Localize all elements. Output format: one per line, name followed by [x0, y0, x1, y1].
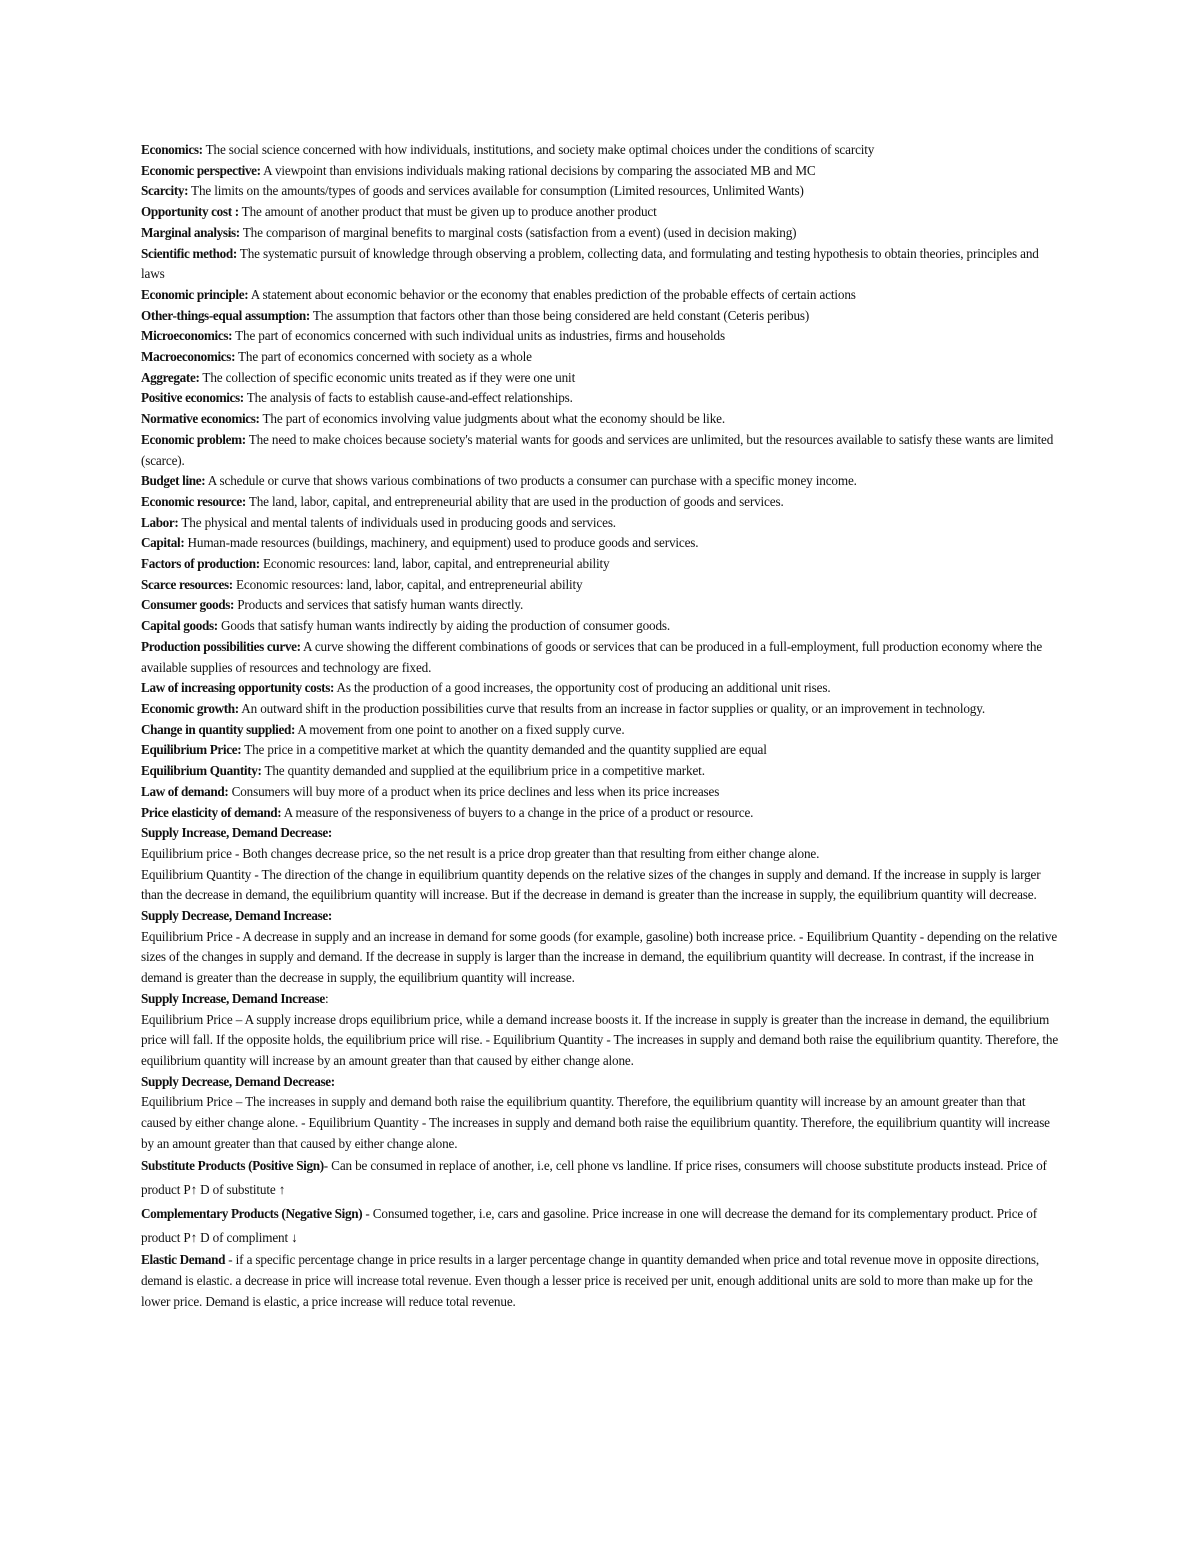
entry-economic-problem: [141, 430, 1059, 471]
paragraph-sidd-price: [141, 844, 1059, 865]
definition: The part of economics involving value judgments about what the economy should be like.: [259, 411, 725, 427]
definition: Equilibrium Price – A supply increase drops equilibrium price, while a demand increase boosts it. If the increase in supply is greater than the increase in demand, the equilibrium price will fall. If the opposite holds, the equilibrium price will rise. - Equilibrium Quantity - The increases in supply and demand both raise the equilibrium quantity. Therefore, the equilibrium quantity will increase by an amount greater than that caused by either change alone.: [141, 1011, 1059, 1068]
term: Microeconomics:: [141, 328, 233, 344]
definition: An outward shift in the production possibilities curve that results from an increase in factor supplies or quality, or an improvement in technology.: [238, 700, 985, 716]
definition: The systematic pursuit of knowledge through observing a problem, collecting data, and formulating and testing hypothesis to obtain theories, principles and laws: [141, 245, 1039, 282]
definition: - if a specific percentage change in price results in a larger percentage change in quantity demanded when price and total revenue move in opposite directions, demand is elastic. a decrease in price will increase total revenue. Even though a lesser price is received per unit, enough additional units are sold to more than make up for the lower price. Demand is elastic, a price increase will reduce total revenue.: [141, 1252, 1040, 1309]
entry-capital: [141, 533, 1059, 554]
definition: A statement about economic behavior or the economy that enables prediction of the probable effects of certain actions: [248, 286, 856, 302]
definition: The comparison of marginal benefits to marginal costs (satisfaction from a event) (used in decision making): [239, 224, 797, 240]
entry-economic-perspective: [141, 161, 1059, 182]
definition: Economic resources: land, labor, capital, and entrepreneurial ability: [232, 576, 583, 592]
definition: The part of economics concerned with society as a whole: [235, 349, 532, 365]
heading-supply-increase-demand-increase: [141, 989, 1059, 1010]
definition: Equilibrium Price – The increases in supply and demand both raise the equilibrium quantity. Therefore, the equilibrium quantity will increase by an amount greater than that caused by either change alone. - Equilibrium Quantity - The increases in supply and demand both raise the equilibrium quantity. Therefore, the equilibrium quantity will increase by an amount greater than that caused by either change alone.: [141, 1094, 1050, 1151]
term: Aggregate:: [141, 369, 200, 385]
entry-equilibrium-price: [141, 740, 1059, 761]
term: Production possibilities curve:: [141, 638, 301, 654]
entry-budget-line: [141, 471, 1059, 492]
entry-labor: [141, 513, 1059, 534]
definition: The price in a competitive market at which the quantity demanded and the quantity supplied are equal: [241, 742, 767, 758]
definition: :: [324, 990, 329, 1006]
term: Consumer goods:: [141, 597, 235, 613]
paragraph-sddd: [141, 1092, 1059, 1154]
term: Budget line:: [141, 473, 206, 489]
term: Opportunity cost :: [141, 204, 239, 220]
definition: The need to make choices because society's material wants for goods and services are unlimited, but the resources available to satisfy these wants are limited (scarce).: [141, 431, 1054, 468]
term: Labor:: [141, 514, 179, 530]
term: Supply Decrease, Demand Increase:: [141, 908, 332, 924]
entry-consumer-goods: [141, 595, 1059, 616]
entry-economic-growth: [141, 699, 1059, 720]
term: Supply Increase, Demand Decrease:: [141, 825, 332, 841]
term: Capital goods:: [141, 618, 218, 634]
definition: - Consumed together, i.e, cars and gasoline. Price increase in one will decrease the demand for its complementary product. Price of product P↑ D of compliment ↓: [141, 1206, 1037, 1246]
definition: Equilibrium Price - A decrease in supply and an increase in demand for some goods (for example, gasoline) both increase price. - Equilibrium Quantity - depending on the relative sizes of the changes in supply and demand. If the decrease in supply is larger than the increase in demand, the equilibrium quantity will decrease. In contrast, if the increase in demand is greater than the decrease in supply, the equilibrium quantity will increase.: [141, 928, 1058, 986]
paragraph-sidd-quantity: [141, 865, 1059, 906]
definition: - Can be consumed in replace of another, i.e, cell phone vs landline. If price rises, consumers will choose substitute products instead. Price of product P↑ D of substitute ↑: [141, 1158, 1047, 1198]
entry-scarcity: [141, 181, 1059, 202]
entry-factors-of-production: [141, 554, 1059, 575]
term: Other-things-equal assumption:: [141, 307, 310, 323]
definition: The part of economics concerned with such individual units as industries, firms and households: [232, 328, 725, 344]
term: Marginal analysis:: [141, 224, 240, 240]
term: Change in quantity supplied:: [141, 721, 296, 737]
definition: Goods that satisfy human wants indirectly by aiding the production of consumer goods.: [217, 618, 671, 634]
term: Equilibrium Quantity:: [141, 763, 262, 779]
definition: The analysis of facts to establish cause-and-effect relationships.: [243, 390, 573, 406]
term: Economic perspective:: [141, 162, 261, 178]
entry-economics: [141, 140, 1059, 161]
term: Scarcity:: [141, 183, 189, 199]
definition: The collection of specific economic units treated as if they were one unit: [199, 369, 576, 385]
entry-production-possibilities-curve: [141, 637, 1059, 678]
term: Positive economics:: [141, 390, 244, 406]
term: Economic problem:: [141, 431, 246, 447]
entry-price-elasticity-of-demand: [141, 803, 1059, 824]
definition: Economic resources: land, labor, capital, and entrepreneurial ability: [259, 556, 610, 572]
entry-law-of-demand: [141, 782, 1059, 803]
paragraph-sidi: [141, 1010, 1059, 1072]
heading-supply-decrease-demand-decrease: [141, 1072, 1059, 1093]
entry-equilibrium-quantity: [141, 761, 1059, 782]
definition: Equilibrium price - Both changes decrease price, so the net result is a price drop greater than that resulting from either change alone.: [141, 845, 820, 861]
definition: As the production of a good increases, the opportunity cost of producing an additional unit rises.: [334, 680, 831, 696]
term: Capital:: [141, 535, 185, 551]
term: Supply Increase, Demand Increase: [141, 990, 325, 1006]
definition: The limits on the amounts/types of goods and services available for consumption (Limited resources, Unlimited Wants): [188, 183, 804, 199]
term: Factors of production:: [141, 556, 260, 572]
paragraph-sddi: [141, 927, 1059, 989]
term: Supply Decrease, Demand Decrease:: [141, 1073, 335, 1089]
heading-supply-decrease-demand-increase: [141, 906, 1059, 927]
definition: A curve showing the different combinations of goods or services that can be produced in a full-employment, full production economy where the available supplies of resources and technology are fixed.: [141, 638, 1043, 675]
definition: The quantity demanded and supplied at the equilibrium price in a competitive market.: [261, 763, 705, 779]
term: Elastic Demand: [141, 1252, 226, 1268]
entry-scarce-resources: [141, 575, 1059, 596]
definition: A schedule or curve that shows various combinations of two products a consumer can purchase with a specific money income.: [205, 473, 857, 489]
definition: Human-made resources (buildings, machinery, and equipment) used to produce goods and services.: [184, 535, 699, 551]
entry-law-of-increasing-opportunity-costs: [141, 678, 1059, 699]
term: Equilibrium Price:: [141, 742, 242, 758]
entry-aggregate: [141, 368, 1059, 389]
entry-complementary-products: [141, 1202, 1059, 1250]
definition: Equilibrium Quantity - The direction of the change in equilibrium quantity depends on the relative sizes of the changes in supply and demand. If the increase in supply is larger than the decrease in demand, the equilibrium quantity will increase. But if the decrease in demand is greater than the increase in supply, the equilibrium quantity will decrease.: [141, 866, 1041, 903]
term: Economic growth:: [141, 700, 239, 716]
definition: The social science concerned with how individuals, institutions, and society make optimal choices under the conditions of scarcity: [202, 142, 875, 157]
term: Economic principle:: [141, 286, 249, 302]
definition: The physical and mental talents of individuals used in producing goods and services.: [178, 514, 616, 530]
definition: Consumers will buy more of a product when its price declines and less when its price increases: [228, 783, 720, 799]
term: Macroeconomics:: [141, 349, 236, 365]
term: Scarce resources:: [141, 576, 233, 592]
entry-macroeconomics: [141, 347, 1059, 368]
definition: The land, labor, capital, and entrepreneurial ability that are used in the production of goods and services.: [245, 493, 784, 509]
entry-scientific-method: [141, 244, 1059, 285]
definition: A measure of the responsiveness of buyers to a change in the price of a product or resource.: [281, 804, 754, 820]
entry-opportunity-cost: [141, 202, 1059, 223]
entry-economic-resource: [141, 492, 1059, 513]
term: Economic resource:: [141, 493, 246, 509]
entry-positive-economics: [141, 388, 1059, 409]
entry-substitute-products: [141, 1154, 1059, 1202]
term: Economics:: [141, 142, 203, 157]
definition: The assumption that factors other than those being considered are held constant (Ceteris peribus): [309, 307, 810, 323]
definition: A viewpoint than envisions individuals making rational decisions by comparing the associated MB and MC: [260, 162, 816, 178]
term: Law of increasing opportunity costs:: [141, 680, 335, 696]
entry-elastic-demand: [141, 1250, 1059, 1312]
term: Complementary Products (Negative Sign): [141, 1206, 363, 1222]
definition: A movement from one point to another on a fixed supply curve.: [295, 721, 625, 737]
heading-supply-increase-demand-decrease: [141, 823, 1059, 844]
term: Scientific method:: [141, 245, 237, 261]
term: Substitute Products (Positive Sign): [141, 1158, 324, 1174]
entry-microeconomics: [141, 326, 1059, 347]
entry-normative-economics: [141, 409, 1059, 430]
entry-marginal-analysis: [141, 223, 1059, 244]
term: Price elasticity of demand:: [141, 804, 282, 820]
entry-economic-principle: [141, 285, 1059, 306]
term: Law of demand:: [141, 783, 229, 799]
definition: Products and services that satisfy human wants directly.: [234, 597, 524, 613]
entry-capital-goods: [141, 616, 1059, 637]
definition: The amount of another product that must be given up to produce another product: [238, 204, 657, 220]
entry-other-things-equal: [141, 306, 1059, 327]
entry-change-in-quantity-supplied: [141, 720, 1059, 741]
document-body: [141, 140, 1059, 1313]
term: Normative economics:: [141, 411, 260, 427]
